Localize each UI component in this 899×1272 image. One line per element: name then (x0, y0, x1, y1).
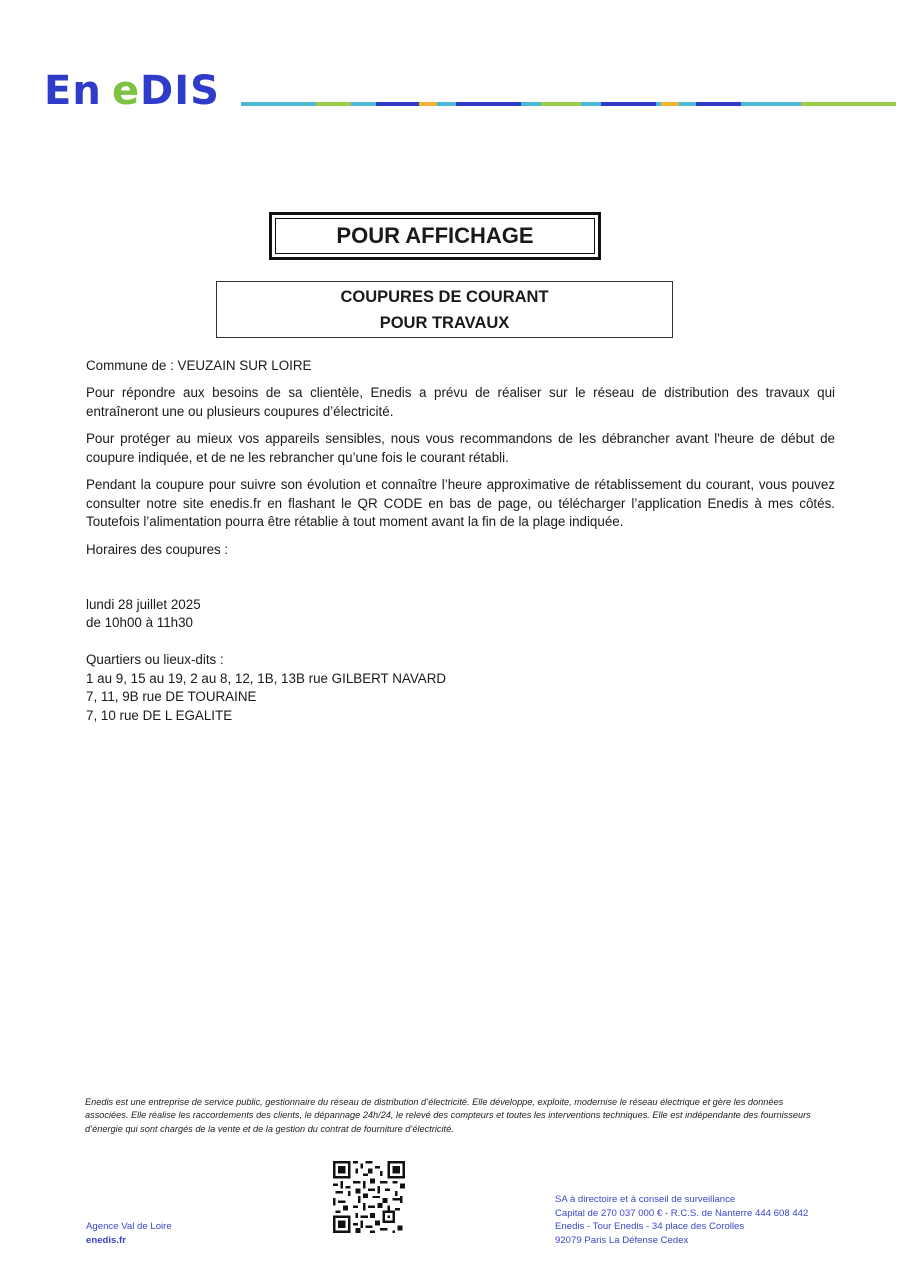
legal-notice: Enedis est une entreprise de service public, gestionnaire du réseau de distribution d’électricité. Elle développe, exploite, modernise le réseau électrique et gère les données associées. Elle réalise les raccordements des clients, le dépannage 24h/24, le relevé des compteurs et toutes les interventions techniques. Elle est indépendante des fournisseurs d’énergie qui sont chargés de la vente et de la gestion du contrat de fourniture d’électricité. (85, 1097, 811, 1134)
coupures-title-line1: COUPURES DE COURANT (340, 287, 549, 306)
company-line: Enedis - Tour Enedis - 34 place des Corolles (555, 1221, 745, 1232)
company-info (555, 1193, 808, 1247)
website-link[interactable]: enedis.fr (86, 1234, 126, 1246)
schedule-time: de 10h00 à 11h30 (86, 615, 193, 630)
enedis-logo (44, 66, 236, 110)
quartier-item: 7, 11, 9B rue DE TOURAINE (86, 689, 257, 704)
header-color-stripe (241, 102, 896, 106)
pour-affichage-title: POUR AFFICHAGE (275, 218, 595, 254)
company-line: SA à directoire et à conseil de surveillance (555, 1194, 736, 1205)
horaires-label: Horaires des coupures : (86, 542, 229, 557)
company-line: Capital de 270 037 000 € - R.C.S. de Nanterre 444 608 442 (555, 1207, 809, 1219)
quartiers-label: Quartiers ou lieux-dits : (86, 652, 224, 667)
paragraph-2: Pour protéger au mieux vos appareils sensibles, nous vous recommandons de les débrancher avant l'heure de début de coupure indiquée, et de ne les rebrancher qu’une fois le courant rétabli. (86, 431, 835, 465)
agency-name: Agence Val de Loire (86, 1221, 172, 1232)
coupures-title-line2: POUR TRAVAUX (379, 313, 510, 332)
logo-wordmark: En (44, 68, 102, 110)
commune-line: Commune de : VEUZAIN SUR LOIRE (86, 358, 312, 373)
agency-block (86, 1220, 172, 1247)
coupures-title-box (216, 281, 673, 338)
logo-wordmark-end: DIS (140, 68, 220, 110)
paragraph-3: Pendant la coupure pour suivre son évolution et connaître l’heure approximative de rétablissement du courant, vous pouvez consulter notre site enedis.fr en flashant le QR CODE en bas de page, ou télécharger l’application Enedis à mes côtés. Toutefois l’alimentation pourra être rétablie à tout moment avant la fin de la plage indiquée. (86, 477, 835, 530)
schedule-date: lundi 28 juillet 2025 (86, 597, 201, 612)
pour-affichage-box (269, 212, 601, 260)
company-line: 92079 Paris La Défense Cedex (555, 1234, 689, 1246)
quartier-item: 7, 10 rue DE L EGALITE (86, 708, 233, 723)
quartier-item: 1 au 9, 15 au 19, 2 au 8, 12, 1B, 13B rue GILBERT NAVARD (86, 671, 447, 686)
paragraph-1: Pour répondre aux besoins de sa clientèle, Enedis a prévu de réaliser sur le réseau de distribution des travaux qui entraîneront une ou plusieurs coupures d’électricité. (86, 385, 835, 419)
qr-code[interactable] (333, 1161, 405, 1233)
logo-wordmark-accent: e (112, 68, 141, 110)
